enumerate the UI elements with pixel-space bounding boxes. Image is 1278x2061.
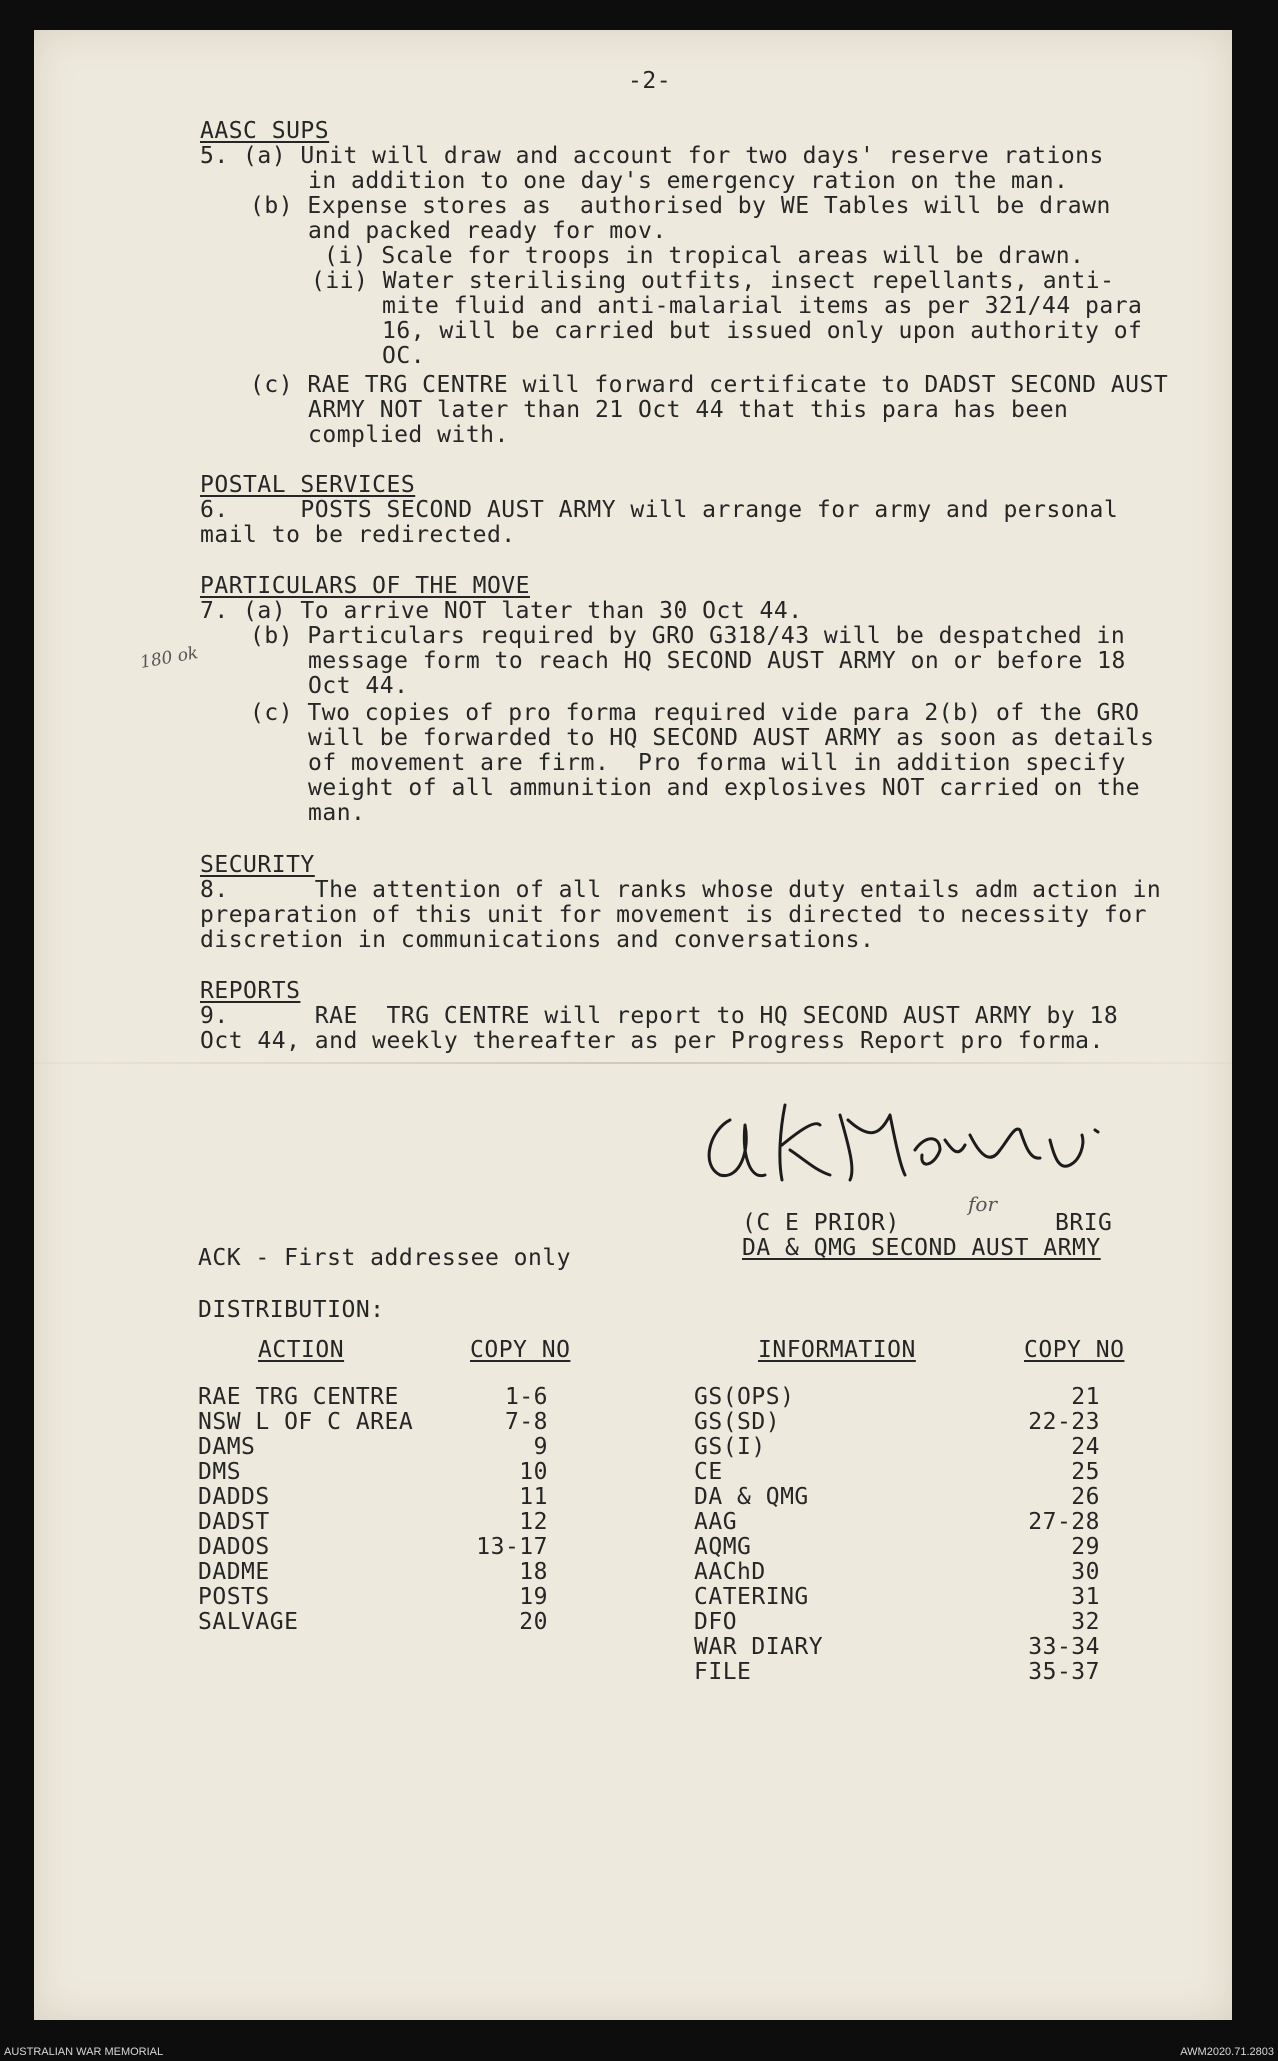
ack-line: ACK - First addressee only [198,1245,572,1271]
action-copy: 9 [533,1434,548,1460]
margin-note: 180 ok [138,643,200,673]
para-line: discretion in communications and conversations. [200,927,875,953]
info-copy: 32 [1071,1609,1100,1635]
para-line: man. [308,800,366,826]
action-unit: RAE TRG CENTRE [198,1384,399,1410]
info-copy: 25 [1071,1459,1100,1485]
para-line: 5. (a) Unit will draw and account for two days' reserve rations [200,143,1104,169]
para-line: (c) Two copies of pro forma required vide para 2(b) of the GRO [250,700,1140,726]
para-line: weight of all ammunition and explosives NOT carried on the [308,775,1141,801]
info-copy: 33-34 [1028,1634,1100,1660]
info-copy: 26 [1071,1484,1100,1510]
action-copy: 7-8 [504,1409,548,1435]
info-copy: 35-37 [1028,1659,1100,1685]
para-line: preparation of this unit for movement is directed to necessity for [200,902,1147,928]
handwritten-signature [690,1080,1130,1200]
fold-line [34,1062,1232,1064]
action-unit: DAMS [198,1434,256,1460]
info-unit: AQMG [694,1534,752,1560]
distribution-label: DISTRIBUTION: [198,1297,385,1323]
action-copy: 1-6 [504,1384,548,1410]
para-line: of movement are firm. Pro forma will in addition specify [308,750,1126,776]
para-line: (b) Particulars required by GRO G318/43 will be despatched in [250,623,1126,649]
para-line: Oct 44, and weekly thereafter as per Progress Report pro forma. [200,1028,1104,1054]
para-line: ARMY NOT later than 21 Oct 44 that this para has been [308,397,1069,423]
action-unit: DADME [198,1559,270,1585]
info-copy-header: COPY NO [1024,1337,1125,1363]
info-copy: 31 [1071,1584,1100,1610]
action-unit: SALVAGE [198,1609,299,1635]
heading-aasc: AASC SUPS [200,118,330,144]
signatory-rank: BRIG [1055,1210,1113,1236]
info-unit: AAChD [694,1559,766,1585]
info-copy: 29 [1071,1534,1100,1560]
action-copy: 10 [519,1459,548,1485]
info-unit: CE [694,1459,723,1485]
para-line: (c) RAE TRG CENTRE will forward certificate to DADST SECOND AUST [250,372,1169,398]
para-line: and packed ready for mov. [308,218,667,244]
info-copy: 30 [1071,1559,1100,1585]
para-line: message form to reach HQ SECOND AUST ARMY on or before 18 [308,648,1126,674]
para-line: OC. [382,343,426,369]
action-copy: 13-17 [476,1534,548,1560]
action-copy: 19 [519,1584,548,1610]
para-line: 7. (a) To arrive NOT later than 30 Oct 44. [200,598,803,624]
signatory-name: (C E PRIOR) [742,1210,900,1236]
para-line: (ii) Water sterilising outfits, insect repellants, anti- [311,268,1115,294]
action-unit: POSTS [198,1584,270,1610]
para-line: 16, will be carried but issued only upon authority of [382,318,1143,344]
info-unit: AAG [694,1509,738,1535]
action-unit: DADST [198,1509,270,1535]
info-unit: CATERING [694,1584,809,1610]
action-copy: 20 [519,1609,548,1635]
info-unit: GS(SD) [694,1409,781,1435]
for-mark: for [968,1192,998,1216]
page-number: -2- [628,68,672,94]
heading-move: PARTICULARS OF THE MOVE [200,573,530,599]
para-line: complied with. [308,422,509,448]
info-unit: GS(OPS) [694,1384,795,1410]
info-copy: 24 [1071,1434,1100,1460]
action-copy: 12 [519,1509,548,1535]
heading-postal: POSTAL SERVICES [200,472,416,498]
info-copy: 22-23 [1028,1409,1100,1435]
info-copy: 27-28 [1028,1509,1100,1535]
footer-accession: AWM2020.71.2803 [1180,2046,1274,2058]
action-copy: 18 [519,1559,548,1585]
heading-security: SECURITY [200,852,315,878]
para-line: Oct 44. [308,673,409,699]
action-copy-header: COPY NO [470,1337,571,1363]
heading-reports: REPORTS [200,978,301,1004]
para-line: 9. RAE TRG CENTRE will report to HQ SECOND AUST ARMY by 18 [200,1003,1119,1029]
action-unit: DADOS [198,1534,270,1560]
para-line: (b) Expense stores as authorised by WE Tables will be drawn [250,193,1111,219]
para-line: in addition to one day's emergency ration on the man. [308,168,1069,194]
action-unit: DMS [198,1459,242,1485]
info-unit: DA & QMG [694,1484,809,1510]
para-line: will be forwarded to HQ SECOND AUST ARMY as soon as details [308,725,1155,751]
info-unit: FILE [694,1659,752,1685]
info-unit: GS(I) [694,1434,766,1460]
para-line: mite fluid and anti-malarial items as per 321/44 para [382,293,1143,319]
info-copy: 21 [1071,1384,1100,1410]
action-unit: DADDS [198,1484,270,1510]
para-line: 6. POSTS SECOND AUST ARMY will arrange for army and personal [200,497,1119,523]
info-unit: WAR DIARY [694,1634,824,1660]
action-header: ACTION [258,1337,345,1363]
action-unit: NSW L OF C AREA [198,1409,414,1435]
para-line: 8. The attention of all ranks whose duty entails adm action in [200,877,1162,903]
signatory-appointment: DA & QMG SECOND AUST ARMY [742,1235,1101,1261]
info-unit: DFO [694,1609,738,1635]
para-line: (i) Scale for troops in tropical areas will be drawn. [324,243,1085,269]
action-copy: 11 [519,1484,548,1510]
para-line: mail to be redirected. [200,522,516,548]
footer-source: AUSTRALIAN WAR MEMORIAL [4,2046,164,2058]
info-header: INFORMATION [758,1337,916,1363]
